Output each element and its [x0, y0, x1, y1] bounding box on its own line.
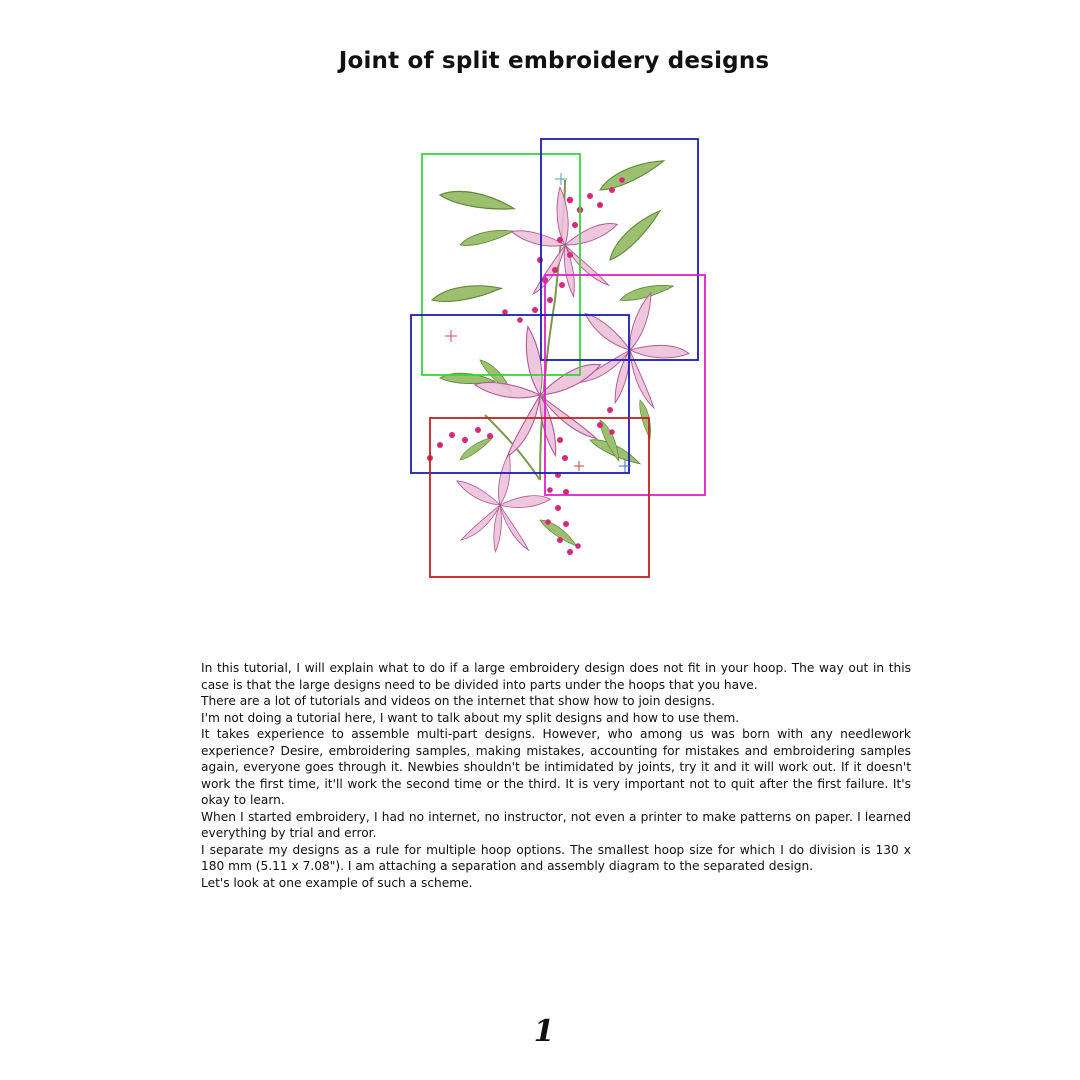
paragraph-2: There are a lot of tutorials and videos on the internet that show how to join designs.	[201, 694, 715, 708]
paragraph-7: Let's look at one example of such a scheme.	[201, 875, 473, 890]
body-text	[201, 660, 911, 891]
paragraph-1: In this tutorial, I will explain what to do if a large embroidery design does not fit in your hoop. The way out in this case is that the large designs need to be divided into parts under the hoops that you have.	[201, 661, 911, 692]
paragraph-3: I'm not doing a tutorial here, I want to talk about my split designs and how to use them.	[201, 710, 740, 725]
page-title: Joint of split embroidery designs	[338, 48, 770, 74]
paragraph-4: It takes experience to assemble multi-part designs. However, who among us was born with any needlework experience? Desire, embroidering samples, making mistakes, accounting for mistakes and embroidering samples again, everyone goes through it. Newbies shouldn't be intimidated by joints, try it and it will work out. If it doesn't work the first time, it'll work the second time or the third. It is very important not to quit after the first failure. It's okay to learn.	[201, 727, 911, 807]
page-number: 1	[533, 1014, 555, 1049]
paragraph-5: When I started embroidery, I had no internet, no instructor, not even a printer to make patterns on paper. I learned everything by trial and error.	[201, 809, 911, 840]
embroidery-split-diagram	[400, 130, 720, 590]
paragraph-6: I separate my designs as a rule for multiple hoop options. The smallest hoop size for which I do division is 130 x 180 mm (5.11 x 7.08"). I am attaching a separation and assembly diagram to the separated design.	[201, 842, 911, 873]
